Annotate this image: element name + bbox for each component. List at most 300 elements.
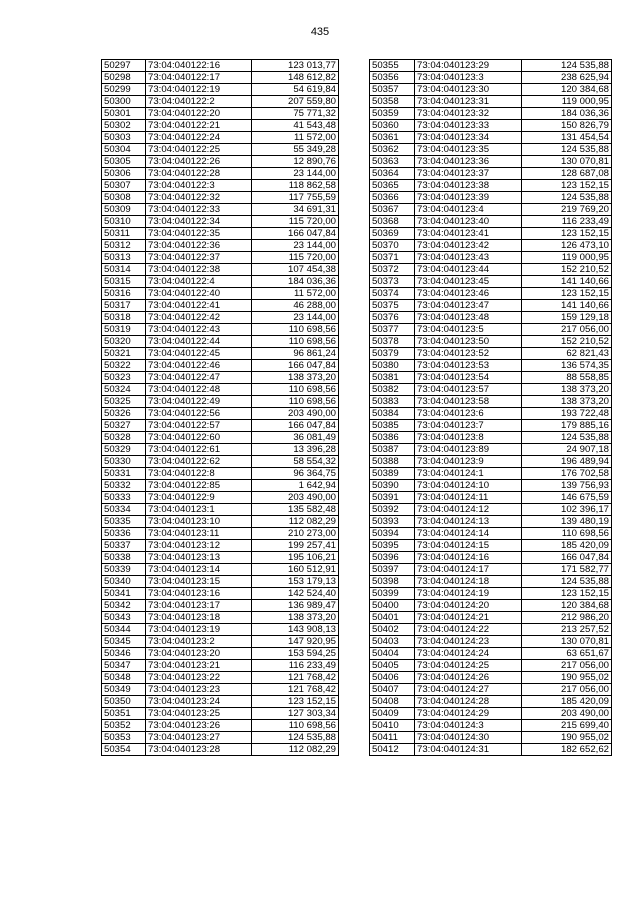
row-number-cell: 50399 <box>370 588 415 600</box>
cadastral-number-cell: 73:04:040123:37 <box>415 168 522 180</box>
table-row <box>370 456 612 468</box>
row-number-cell: 50387 <box>370 444 415 456</box>
table-row <box>102 420 339 432</box>
value-cell: 199 257,41 <box>252 540 339 552</box>
table-row <box>370 660 612 672</box>
value-cell: 34 691,31 <box>252 204 339 216</box>
value-cell: 23 144,00 <box>252 168 339 180</box>
table-row <box>370 516 612 528</box>
cadastral-number-cell: 73:04:040123:32 <box>415 108 522 120</box>
cadastral-number-cell: 73:04:040124:29 <box>415 708 522 720</box>
row-number-cell: 50300 <box>102 96 146 108</box>
cadastral-number-cell: 73:04:040122:56 <box>146 408 252 420</box>
table-row <box>370 60 612 72</box>
row-number-cell: 50368 <box>370 216 415 228</box>
cadastral-number-cell: 73:04:040123:10 <box>146 516 252 528</box>
row-number-cell: 50382 <box>370 384 415 396</box>
row-number-cell: 50393 <box>370 516 415 528</box>
row-number-cell: 50324 <box>102 384 146 396</box>
value-cell: 41 543,48 <box>252 120 339 132</box>
table-row <box>102 636 339 648</box>
cadastral-number-cell: 73:04:040123:38 <box>415 180 522 192</box>
cadastral-number-cell: 73:04:040123:54 <box>415 372 522 384</box>
table-row <box>370 72 612 84</box>
cadastral-number-cell: 73:04:040122:33 <box>146 204 252 216</box>
table-row <box>102 96 339 108</box>
row-number-cell: 50409 <box>370 708 415 720</box>
table-row <box>370 84 612 96</box>
table-row <box>370 720 612 732</box>
row-number-cell: 50361 <box>370 132 415 144</box>
cadastral-number-cell: 73:04:040122:57 <box>146 420 252 432</box>
cadastral-number-cell: 73:04:040123:22 <box>146 672 252 684</box>
table-row <box>102 312 339 324</box>
row-number-cell: 50315 <box>102 276 146 288</box>
cadastral-number-cell: 73:04:040124:24 <box>415 648 522 660</box>
value-cell: 153 594,25 <box>252 648 339 660</box>
table-row <box>370 468 612 480</box>
cadastral-number-cell: 73:04:040123:31 <box>415 96 522 108</box>
table-row <box>370 324 612 336</box>
cadastral-number-cell: 73:04:040123:40 <box>415 216 522 228</box>
table-row <box>370 288 612 300</box>
row-number-cell: 50347 <box>102 660 146 672</box>
value-cell: 23 144,00 <box>252 312 339 324</box>
cadastral-number-cell: 73:04:040124:30 <box>415 732 522 744</box>
value-cell: 138 373,20 <box>522 396 612 408</box>
table-row <box>102 660 339 672</box>
table-row <box>370 528 612 540</box>
value-cell: 123 152,15 <box>522 180 612 192</box>
row-number-cell: 50320 <box>102 336 146 348</box>
row-number-cell: 50297 <box>102 60 146 72</box>
row-number-cell: 50383 <box>370 396 415 408</box>
row-number-cell: 50304 <box>102 144 146 156</box>
value-cell: 118 862,58 <box>252 180 339 192</box>
table-row <box>370 564 612 576</box>
cadastral-number-cell: 73:04:040123:12 <box>146 540 252 552</box>
cadastral-number-cell: 73:04:040122:35 <box>146 228 252 240</box>
row-number-cell: 50305 <box>102 156 146 168</box>
table-row <box>370 396 612 408</box>
table-row <box>370 336 612 348</box>
table-row <box>102 348 339 360</box>
row-number-cell: 50335 <box>102 516 146 528</box>
table-row <box>370 264 612 276</box>
value-cell: 58 554,32 <box>252 456 339 468</box>
row-number-cell: 50322 <box>102 360 146 372</box>
cadastral-number-cell: 73:04:040122:8 <box>146 468 252 480</box>
cadastral-number-cell: 73:04:040123:50 <box>415 336 522 348</box>
row-number-cell: 50316 <box>102 288 146 300</box>
cadastral-number-cell: 73:04:040122:21 <box>146 120 252 132</box>
row-number-cell: 50331 <box>102 468 146 480</box>
row-number-cell: 50334 <box>102 504 146 516</box>
value-cell: 96 861,24 <box>252 348 339 360</box>
table-row <box>102 684 339 696</box>
row-number-cell: 50337 <box>102 540 146 552</box>
row-number-cell: 50385 <box>370 420 415 432</box>
table-row <box>370 300 612 312</box>
row-number-cell: 50390 <box>370 480 415 492</box>
row-number-cell: 50402 <box>370 624 415 636</box>
value-cell: 24 907,18 <box>522 444 612 456</box>
cadastral-number-cell: 73:04:040124:25 <box>415 660 522 672</box>
value-cell: 143 908,13 <box>252 624 339 636</box>
row-number-cell: 50381 <box>370 372 415 384</box>
value-cell: 136 574,35 <box>522 360 612 372</box>
value-cell: 146 675,59 <box>522 492 612 504</box>
cadastral-number-cell: 73:04:040123:58 <box>415 396 522 408</box>
value-cell: 166 047,84 <box>252 228 339 240</box>
cadastral-number-cell: 73:04:040122:4 <box>146 276 252 288</box>
cadastral-number-cell: 73:04:040123:23 <box>146 684 252 696</box>
cadastral-number-cell: 73:04:040122:36 <box>146 240 252 252</box>
row-number-cell: 50299 <box>102 84 146 96</box>
cadastral-number-cell: 73:04:040122:26 <box>146 156 252 168</box>
value-cell: 166 047,84 <box>252 360 339 372</box>
table-row <box>370 744 612 756</box>
cadastral-number-cell: 73:04:040124:26 <box>415 672 522 684</box>
value-cell: 123 152,15 <box>522 588 612 600</box>
table-row <box>370 684 612 696</box>
row-number-cell: 50362 <box>370 144 415 156</box>
table-row <box>370 444 612 456</box>
value-cell: 130 070,81 <box>522 636 612 648</box>
table-row <box>102 588 339 600</box>
cadastral-number-cell: 73:04:040123:43 <box>415 252 522 264</box>
row-number-cell: 50389 <box>370 468 415 480</box>
value-cell: 36 081,49 <box>252 432 339 444</box>
cadastral-number-cell: 73:04:040123:45 <box>415 276 522 288</box>
cadastral-number-cell: 73:04:040124:15 <box>415 540 522 552</box>
table-row <box>102 432 339 444</box>
cadastral-number-cell: 73:04:040123:18 <box>146 612 252 624</box>
cadastral-number-cell: 73:04:040124:3 <box>415 720 522 732</box>
cadastral-number-cell: 73:04:040123:28 <box>146 744 252 756</box>
table-row <box>102 216 339 228</box>
table-row <box>102 60 339 72</box>
row-number-cell: 50303 <box>102 132 146 144</box>
value-cell: 127 303,34 <box>252 708 339 720</box>
row-number-cell: 50405 <box>370 660 415 672</box>
cadastral-number-cell: 73:04:040123:26 <box>146 720 252 732</box>
cadastral-number-cell: 73:04:040122:41 <box>146 300 252 312</box>
cadastral-number-cell: 73:04:040123:19 <box>146 624 252 636</box>
table-row <box>102 600 339 612</box>
row-number-cell: 50377 <box>370 324 415 336</box>
row-number-cell: 50406 <box>370 672 415 684</box>
cadastral-number-cell: 73:04:040122:60 <box>146 432 252 444</box>
cadastral-number-cell: 73:04:040122:24 <box>146 132 252 144</box>
row-number-cell: 50372 <box>370 264 415 276</box>
table-row <box>102 324 339 336</box>
table-row <box>102 252 339 264</box>
row-number-cell: 50367 <box>370 204 415 216</box>
value-cell: 124 535,88 <box>522 432 612 444</box>
cadastral-number-cell: 73:04:040122:61 <box>146 444 252 456</box>
row-number-cell: 50359 <box>370 108 415 120</box>
table-row <box>102 132 339 144</box>
value-cell: 193 722,48 <box>522 408 612 420</box>
cadastral-number-cell: 73:04:040122:49 <box>146 396 252 408</box>
value-cell: 136 989,47 <box>252 600 339 612</box>
cadastral-number-cell: 73:04:040123:33 <box>415 120 522 132</box>
table-row <box>102 468 339 480</box>
cadastral-number-cell: 73:04:040122:25 <box>146 144 252 156</box>
cadastral-number-cell: 73:04:040123:13 <box>146 552 252 564</box>
value-cell: 62 821,43 <box>522 348 612 360</box>
row-number-cell: 50394 <box>370 528 415 540</box>
table-row <box>370 216 612 228</box>
value-cell: 147 920,95 <box>252 636 339 648</box>
cadastral-number-cell: 73:04:040123:16 <box>146 588 252 600</box>
table-row <box>370 252 612 264</box>
value-cell: 55 349,28 <box>252 144 339 156</box>
value-cell: 219 769,20 <box>522 204 612 216</box>
table-row <box>370 372 612 384</box>
cadastral-number-cell: 73:04:040122:37 <box>146 252 252 264</box>
table-row <box>102 456 339 468</box>
table-row <box>370 108 612 120</box>
table-row <box>102 744 339 756</box>
cadastral-number-cell: 73:04:040123:7 <box>415 420 522 432</box>
table-row <box>102 516 339 528</box>
table-row <box>370 504 612 516</box>
table-row <box>370 384 612 396</box>
cadastral-number-cell: 73:04:040123:17 <box>146 600 252 612</box>
table-row <box>102 204 339 216</box>
row-number-cell: 50374 <box>370 288 415 300</box>
row-number-cell: 50318 <box>102 312 146 324</box>
table-row <box>370 120 612 132</box>
row-number-cell: 50355 <box>370 60 415 72</box>
value-cell: 110 698,56 <box>252 336 339 348</box>
cadastral-number-cell: 73:04:040122:47 <box>146 372 252 384</box>
value-cell: 212 986,20 <box>522 612 612 624</box>
row-number-cell: 50336 <box>102 528 146 540</box>
value-cell: 121 768,42 <box>252 684 339 696</box>
table-row <box>370 648 612 660</box>
cadastral-number-cell: 73:04:040123:48 <box>415 312 522 324</box>
value-cell: 141 140,66 <box>522 276 612 288</box>
table-row <box>102 72 339 84</box>
table-row <box>102 360 339 372</box>
table-row <box>370 156 612 168</box>
value-cell: 115 720,00 <box>252 252 339 264</box>
value-cell: 124 535,88 <box>522 144 612 156</box>
table-row <box>370 624 612 636</box>
value-cell: 63 651,67 <box>522 648 612 660</box>
value-cell: 110 698,56 <box>252 396 339 408</box>
table-row <box>370 480 612 492</box>
row-number-cell: 50370 <box>370 240 415 252</box>
value-cell: 128 687,08 <box>522 168 612 180</box>
value-cell: 116 233,49 <box>522 216 612 228</box>
table-row <box>370 492 612 504</box>
cadastral-number-cell: 73:04:040122:28 <box>146 168 252 180</box>
value-cell: 148 612,82 <box>252 72 339 84</box>
value-cell: 116 233,49 <box>252 660 339 672</box>
row-number-cell: 50407 <box>370 684 415 696</box>
value-cell: 112 082,29 <box>252 744 339 756</box>
cadastral-number-cell: 73:04:040122:34 <box>146 216 252 228</box>
row-number-cell: 50344 <box>102 624 146 636</box>
row-number-cell: 50376 <box>370 312 415 324</box>
value-cell: 142 524,40 <box>252 588 339 600</box>
value-cell: 217 056,00 <box>522 660 612 672</box>
row-number-cell: 50312 <box>102 240 146 252</box>
table-row <box>102 540 339 552</box>
table-row <box>102 708 339 720</box>
row-number-cell: 50395 <box>370 540 415 552</box>
table-row <box>370 228 612 240</box>
row-number-cell: 50346 <box>102 648 146 660</box>
value-cell: 203 490,00 <box>252 492 339 504</box>
row-number-cell: 50328 <box>102 432 146 444</box>
cadastral-number-cell: 73:04:040122:62 <box>146 456 252 468</box>
table-row <box>102 336 339 348</box>
value-cell: 46 288,00 <box>252 300 339 312</box>
value-cell: 124 535,88 <box>522 192 612 204</box>
value-cell: 110 698,56 <box>252 720 339 732</box>
cadastral-number-cell: 73:04:040122:48 <box>146 384 252 396</box>
table-row <box>370 408 612 420</box>
table-row <box>370 636 612 648</box>
table-row <box>102 612 339 624</box>
value-cell: 176 702,58 <box>522 468 612 480</box>
row-number-cell: 50314 <box>102 264 146 276</box>
row-number-cell: 50400 <box>370 600 415 612</box>
cadastral-number-cell: 73:04:040124:17 <box>415 564 522 576</box>
cadastral-number-cell: 73:04:040122:3 <box>146 180 252 192</box>
value-cell: 120 384,68 <box>522 84 612 96</box>
table-left <box>101 59 339 756</box>
row-number-cell: 50363 <box>370 156 415 168</box>
cadastral-number-cell: 73:04:040123:21 <box>146 660 252 672</box>
cadastral-number-cell: 73:04:040122:17 <box>146 72 252 84</box>
row-number-cell: 50351 <box>102 708 146 720</box>
row-number-cell: 50321 <box>102 348 146 360</box>
table-row <box>370 696 612 708</box>
cadastral-number-cell: 73:04:040122:38 <box>146 264 252 276</box>
table-row <box>102 192 339 204</box>
value-cell: 182 652,62 <box>522 744 612 756</box>
row-number-cell: 50349 <box>102 684 146 696</box>
cadastral-number-cell: 73:04:040123:14 <box>146 564 252 576</box>
table-row <box>370 204 612 216</box>
table-row <box>102 720 339 732</box>
table-row <box>102 144 339 156</box>
value-cell: 195 106,21 <box>252 552 339 564</box>
row-number-cell: 50333 <box>102 492 146 504</box>
row-number-cell: 50384 <box>370 408 415 420</box>
cadastral-number-cell: 73:04:040122:43 <box>146 324 252 336</box>
cadastral-number-cell: 73:04:040124:16 <box>415 552 522 564</box>
value-cell: 185 420,09 <box>522 540 612 552</box>
table-row <box>102 276 339 288</box>
cadastral-number-cell: 73:04:040124:27 <box>415 684 522 696</box>
cadastral-number-cell: 73:04:040123:5 <box>415 324 522 336</box>
value-cell: 153 179,13 <box>252 576 339 588</box>
row-number-cell: 50411 <box>370 732 415 744</box>
value-cell: 207 559,80 <box>252 96 339 108</box>
value-cell: 138 373,20 <box>252 612 339 624</box>
table-row <box>370 552 612 564</box>
row-number-cell: 50404 <box>370 648 415 660</box>
value-cell: 123 013,77 <box>252 60 339 72</box>
value-cell: 210 273,00 <box>252 528 339 540</box>
page-number: 435 <box>310 26 330 38</box>
table-row <box>102 156 339 168</box>
table-row <box>102 732 339 744</box>
row-number-cell: 50408 <box>370 696 415 708</box>
value-cell: 184 036,36 <box>252 276 339 288</box>
value-cell: 123 152,15 <box>252 696 339 708</box>
value-cell: 184 036,36 <box>522 108 612 120</box>
table-row <box>102 108 339 120</box>
row-number-cell: 50340 <box>102 576 146 588</box>
cadastral-number-cell: 73:04:040122:2 <box>146 96 252 108</box>
value-cell: 123 152,15 <box>522 228 612 240</box>
value-cell: 11 572,00 <box>252 288 339 300</box>
value-cell: 160 512,91 <box>252 564 339 576</box>
table-row <box>102 384 339 396</box>
row-number-cell: 50302 <box>102 120 146 132</box>
table-row <box>370 600 612 612</box>
table-row <box>102 552 339 564</box>
value-cell: 159 129,18 <box>522 312 612 324</box>
table-row <box>102 120 339 132</box>
row-number-cell: 50365 <box>370 180 415 192</box>
row-number-cell: 50352 <box>102 720 146 732</box>
value-cell: 138 373,20 <box>252 372 339 384</box>
value-cell: 185 420,09 <box>522 696 612 708</box>
table-row <box>370 420 612 432</box>
row-number-cell: 50357 <box>370 84 415 96</box>
value-cell: 1 642,94 <box>252 480 339 492</box>
value-cell: 107 454,38 <box>252 264 339 276</box>
table-row <box>102 672 339 684</box>
row-number-cell: 50354 <box>102 744 146 756</box>
cadastral-number-cell: 73:04:040122:20 <box>146 108 252 120</box>
value-cell: 179 885,16 <box>522 420 612 432</box>
row-number-cell: 50412 <box>370 744 415 756</box>
cadastral-number-cell: 73:04:040123:34 <box>415 132 522 144</box>
value-cell: 166 047,84 <box>252 420 339 432</box>
row-number-cell: 50369 <box>370 228 415 240</box>
cadastral-number-cell: 73:04:040123:53 <box>415 360 522 372</box>
cadastral-number-cell: 73:04:040123:2 <box>146 636 252 648</box>
row-number-cell: 50338 <box>102 552 146 564</box>
value-cell: 203 490,00 <box>252 408 339 420</box>
cadastral-number-cell: 73:04:040124:22 <box>415 624 522 636</box>
value-cell: 217 056,00 <box>522 324 612 336</box>
row-number-cell: 50319 <box>102 324 146 336</box>
cadastral-number-cell: 73:04:040123:41 <box>415 228 522 240</box>
cadastral-number-cell: 73:04:040124:31 <box>415 744 522 756</box>
value-cell: 203 490,00 <box>522 708 612 720</box>
row-number-cell: 50317 <box>102 300 146 312</box>
value-cell: 171 582,77 <box>522 564 612 576</box>
cadastral-number-cell: 73:04:040124:28 <box>415 696 522 708</box>
table-row <box>370 240 612 252</box>
cadastral-number-cell: 73:04:040124:13 <box>415 516 522 528</box>
table-row <box>102 576 339 588</box>
cadastral-number-cell: 73:04:040123:1 <box>146 504 252 516</box>
table-row <box>102 648 339 660</box>
cadastral-number-cell: 73:04:040123:3 <box>415 72 522 84</box>
